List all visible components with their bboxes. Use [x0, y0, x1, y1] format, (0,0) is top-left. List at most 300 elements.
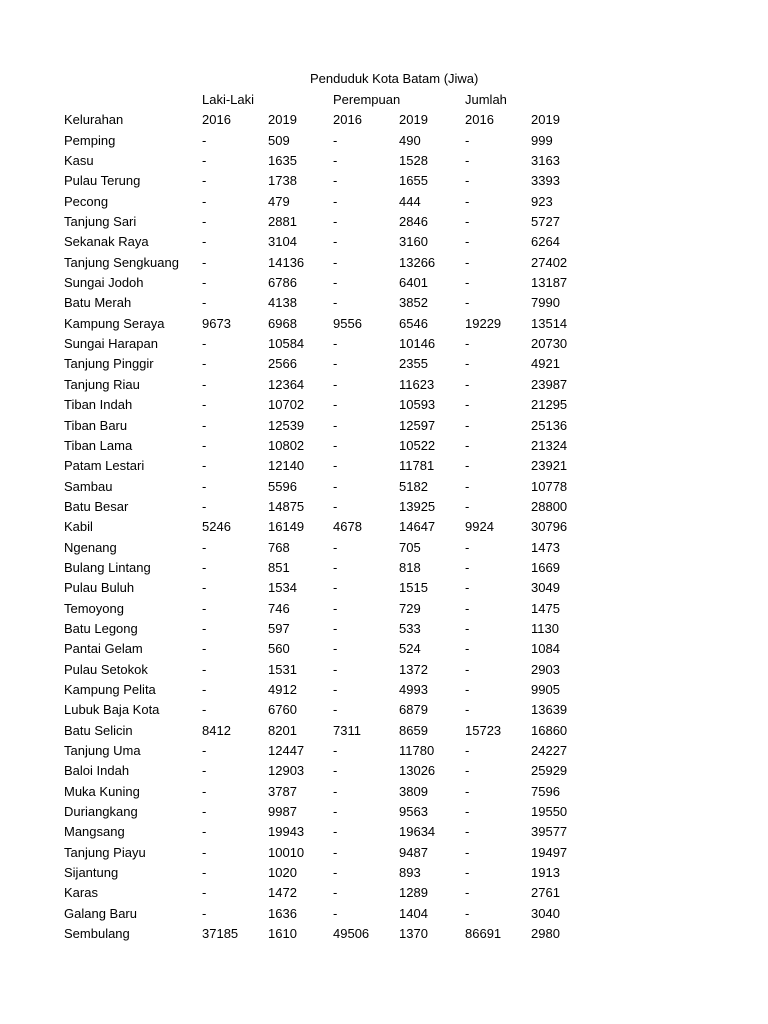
cell-laki-2016: -	[202, 254, 207, 270]
cell-jumlah-2016: -	[465, 234, 470, 250]
cell-perempuan-2019: 533	[399, 620, 421, 636]
cell-laki-2016: -	[202, 661, 207, 677]
cell-jumlah-2016: -	[465, 844, 470, 860]
cell-jumlah-2016: -	[465, 539, 470, 555]
table-row	[0, 843, 768, 863]
table-row	[0, 741, 768, 761]
cell-kelurahan: Kasu	[64, 153, 94, 169]
cell-jumlah-2019: 13639	[531, 702, 568, 718]
cell-kelurahan: Lubuk Baja Kota	[64, 702, 160, 718]
cell-jumlah-2016: -	[465, 275, 470, 291]
cell-jumlah-2016: -	[465, 885, 470, 901]
cell-laki-2019: 1738	[268, 173, 297, 189]
cell-jumlah-2019: 21324	[531, 437, 568, 453]
cell-laki-2019: 1635	[268, 153, 297, 169]
cell-kelurahan: Pantai Gelam	[64, 641, 143, 657]
cell-jumlah-2016: -	[465, 763, 470, 779]
table-row	[0, 517, 768, 537]
cell-laki-2019: 479	[268, 193, 290, 209]
cell-laki-2019: 10802	[268, 437, 305, 453]
cell-perempuan-2019: 8659	[399, 722, 428, 738]
cell-perempuan-2016: -	[333, 234, 338, 250]
table-row	[0, 293, 768, 313]
table-row	[0, 456, 768, 476]
cell-laki-2016: 5246	[202, 519, 231, 535]
cell-kelurahan: Pulau Setokok	[64, 661, 148, 677]
cell-laki-2016: 8412	[202, 722, 231, 738]
cell-laki-2016: -	[202, 905, 207, 921]
cell-perempuan-2019: 818	[399, 559, 421, 575]
cell-perempuan-2016: -	[333, 458, 338, 474]
cell-laki-2019: 12364	[268, 376, 305, 392]
cell-kelurahan: Sungai Harapan	[64, 336, 158, 352]
cell-jumlah-2019: 3393	[531, 173, 560, 189]
cell-laki-2019: 2881	[268, 214, 297, 230]
cell-jumlah-2019: 7596	[531, 783, 560, 799]
cell-perempuan-2016: -	[333, 397, 338, 413]
cell-laki-2016: -	[202, 132, 207, 148]
cell-laki-2016: -	[202, 498, 207, 514]
cell-laki-2016: -	[202, 437, 207, 453]
cell-jumlah-2016: -	[465, 641, 470, 657]
cell-jumlah-2016: -	[465, 661, 470, 677]
cell-perempuan-2019: 11623	[399, 376, 435, 392]
cell-jumlah-2016: -	[465, 824, 470, 840]
cell-perempuan-2019: 444	[399, 193, 421, 209]
cell-laki-2019: 10702	[268, 397, 305, 413]
cell-laki-2016: -	[202, 376, 207, 392]
cell-kelurahan: Tiban Baru	[64, 417, 128, 433]
cell-laki-2019: 3104	[268, 234, 297, 250]
cell-jumlah-2019: 3049	[531, 580, 560, 596]
cell-jumlah-2016: 86691	[465, 926, 502, 942]
cell-jumlah-2016: -	[465, 559, 470, 575]
cell-laki-2019: 1610	[268, 926, 297, 942]
cell-laki-2019: 1472	[268, 885, 297, 901]
table-row	[0, 660, 768, 680]
cell-jumlah-2016: -	[465, 783, 470, 799]
cell-perempuan-2016: -	[333, 336, 338, 352]
table-row	[0, 782, 768, 802]
table-row	[0, 863, 768, 883]
cell-kelurahan: Sekanak Raya	[64, 234, 149, 250]
cell-jumlah-2016: -	[465, 417, 470, 433]
cell-kelurahan: Pulau Terung	[64, 173, 141, 189]
cell-jumlah-2019: 39577	[531, 824, 568, 840]
cell-perempuan-2019: 1370	[399, 926, 428, 942]
cell-jumlah-2016: -	[465, 295, 470, 311]
cell-perempuan-2016: -	[333, 905, 338, 921]
cell-perempuan-2016: -	[333, 824, 338, 840]
table-row	[0, 538, 768, 558]
cell-laki-2019: 9987	[268, 804, 297, 820]
cell-jumlah-2019: 1913	[531, 865, 560, 881]
cell-perempuan-2019: 11780	[399, 743, 435, 758]
cell-jumlah-2019: 23987	[531, 376, 568, 392]
cell-laki-2016: -	[202, 193, 207, 209]
cell-perempuan-2019: 3852	[399, 295, 428, 311]
group-header-jumlah: Jumlah	[465, 92, 507, 107]
cell-laki-2019: 851	[268, 559, 290, 575]
cell-jumlah-2019: 6264	[531, 234, 560, 250]
cell-laki-2016: -	[202, 844, 207, 860]
cell-perempuan-2016: -	[333, 681, 338, 697]
cell-jumlah-2016: -	[465, 905, 470, 921]
cell-jumlah-2019: 10778	[531, 478, 568, 494]
cell-kelurahan: Kabil	[64, 519, 93, 535]
group-header-row	[0, 90, 768, 110]
cell-jumlah-2019: 7990	[531, 295, 560, 311]
cell-perempuan-2016: -	[333, 865, 338, 881]
cell-kelurahan: Tanjung Piayu	[64, 844, 146, 860]
table-row	[0, 477, 768, 497]
cell-laki-2016: -	[202, 702, 207, 718]
cell-perempuan-2016: -	[333, 743, 338, 758]
cell-perempuan-2016: -	[333, 417, 338, 433]
cell-laki-2019: 768	[268, 539, 290, 555]
table-row	[0, 375, 768, 395]
cell-laki-2019: 560	[268, 641, 290, 657]
cell-perempuan-2019: 3160	[399, 234, 428, 250]
cell-perempuan-2019: 1528	[399, 153, 428, 169]
cell-perempuan-2016: -	[333, 641, 338, 657]
cell-perempuan-2019: 1289	[399, 885, 428, 901]
cell-laki-2019: 16149	[268, 519, 305, 535]
table-row	[0, 721, 768, 741]
cell-laki-2019: 1636	[268, 905, 297, 921]
cell-jumlah-2016: -	[465, 376, 470, 392]
cell-jumlah-2016: -	[465, 173, 470, 189]
cell-jumlah-2016: -	[465, 600, 470, 616]
cell-kelurahan: Batu Merah	[64, 295, 132, 311]
cell-perempuan-2016: 4678	[333, 519, 362, 535]
cell-laki-2019: 12447	[268, 743, 305, 758]
cell-jumlah-2019: 23921	[531, 458, 568, 474]
cell-laki-2016: -	[202, 804, 207, 820]
cell-jumlah-2019: 28800	[531, 498, 568, 514]
cell-jumlah-2019: 1084	[531, 641, 560, 657]
cell-jumlah-2019: 19550	[531, 804, 568, 820]
cell-perempuan-2016: -	[333, 804, 338, 820]
cell-laki-2019: 14875	[268, 498, 305, 514]
cell-laki-2016: 37185	[202, 926, 239, 942]
cell-perempuan-2019: 5182	[399, 478, 428, 494]
cell-perempuan-2019: 13266	[399, 254, 436, 270]
cell-perempuan-2016: -	[333, 356, 338, 372]
cell-kelurahan: Temoyong	[64, 600, 124, 616]
cell-perempuan-2019: 12597	[399, 417, 436, 433]
cell-laki-2016: -	[202, 234, 207, 250]
cell-laki-2016: -	[202, 620, 207, 636]
cell-jumlah-2016: -	[465, 580, 470, 596]
cell-perempuan-2016: 9556	[333, 315, 362, 331]
cell-kelurahan: Batu Besar	[64, 498, 129, 514]
cell-jumlah-2019: 20730	[531, 336, 568, 352]
cell-perempuan-2016: -	[333, 376, 338, 392]
cell-laki-2019: 10584	[268, 336, 305, 352]
cell-perempuan-2019: 19634	[399, 824, 436, 840]
table-row	[0, 822, 768, 842]
cell-perempuan-2016: -	[333, 844, 338, 860]
cell-kelurahan: Batu Selicin	[64, 722, 133, 738]
group-header-laki-laki: Laki-Laki	[202, 92, 255, 107]
cell-jumlah-2019: 1130	[531, 620, 559, 636]
cell-laki-2016: -	[202, 275, 207, 291]
cell-jumlah-2016: -	[465, 702, 470, 718]
cell-laki-2016: -	[202, 458, 207, 474]
cell-jumlah-2019: 2903	[531, 661, 560, 677]
cell-laki-2019: 12903	[268, 763, 305, 779]
table-row	[0, 924, 768, 944]
cell-jumlah-2016: 15723	[465, 722, 502, 738]
cell-jumlah-2019: 13187	[531, 275, 568, 291]
cell-perempuan-2016: -	[333, 763, 338, 779]
cell-laki-2019: 3787	[268, 783, 297, 799]
cell-kelurahan: Patam Lestari	[64, 458, 145, 474]
cell-perempuan-2019: 9563	[399, 804, 428, 820]
cell-jumlah-2019: 16860	[531, 722, 568, 738]
cell-perempuan-2019: 490	[399, 132, 421, 148]
cell-laki-2019: 12140	[268, 458, 305, 474]
cell-perempuan-2016: -	[333, 254, 338, 270]
cell-perempuan-2016: -	[333, 295, 338, 311]
table-row	[0, 639, 768, 659]
table-row	[0, 232, 768, 252]
cell-kelurahan: Bulang Lintang	[64, 559, 151, 575]
cell-laki-2019: 597	[268, 620, 290, 636]
cell-laki-2016: -	[202, 214, 207, 230]
table-row	[0, 700, 768, 720]
cell-jumlah-2019: 4921	[531, 356, 560, 372]
cell-perempuan-2016: 49506	[333, 926, 370, 942]
cell-jumlah-2016: -	[465, 336, 470, 352]
cell-perempuan-2016: -	[333, 132, 338, 148]
cell-laki-2016: -	[202, 641, 207, 657]
cell-jumlah-2016: 9924	[465, 519, 494, 535]
cell-laki-2019: 19943	[268, 824, 305, 840]
cell-perempuan-2016: -	[333, 885, 338, 901]
column-header-perempuan-2019: 2019	[399, 112, 428, 128]
table-row	[0, 497, 768, 517]
cell-jumlah-2019: 25136	[531, 417, 568, 433]
table-row	[0, 273, 768, 293]
column-header-jumlah-2016: 2016	[465, 112, 494, 128]
cell-laki-2019: 6760	[268, 702, 297, 718]
cell-kelurahan: Tanjung Pinggir	[64, 356, 154, 372]
cell-jumlah-2016: -	[465, 681, 470, 697]
cell-laki-2016: -	[202, 559, 207, 575]
table-row	[0, 619, 768, 639]
column-header-laki-2016: 2016	[202, 112, 231, 128]
table-row	[0, 904, 768, 924]
table-row	[0, 680, 768, 700]
table-row	[0, 212, 768, 232]
cell-jumlah-2019: 1669	[531, 559, 560, 575]
cell-laki-2016: -	[202, 173, 207, 189]
cell-kelurahan: Sembulang	[64, 926, 130, 942]
table-row	[0, 436, 768, 456]
cell-jumlah-2016: -	[465, 153, 470, 169]
table-row	[0, 192, 768, 212]
cell-jumlah-2019: 999	[531, 132, 553, 148]
cell-jumlah-2016: -	[465, 254, 470, 270]
table-row	[0, 761, 768, 781]
cell-laki-2016: -	[202, 681, 207, 697]
cell-perempuan-2019: 6401	[399, 275, 428, 291]
table-row	[0, 171, 768, 191]
cell-laki-2019: 4912	[268, 681, 297, 697]
cell-jumlah-2019: 3040	[531, 905, 560, 921]
cell-jumlah-2016: 19229	[465, 315, 502, 331]
table-row	[0, 802, 768, 822]
cell-laki-2016: -	[202, 824, 207, 840]
cell-perempuan-2019: 10522	[399, 437, 436, 453]
column-header-laki-2019: 2019	[268, 112, 297, 128]
column-header-row	[0, 110, 768, 130]
cell-perempuan-2016: -	[333, 580, 338, 596]
cell-kelurahan: Duriangkang	[64, 804, 138, 820]
cell-kelurahan: Pulau Buluh	[64, 580, 135, 596]
cell-laki-2016: -	[202, 600, 207, 616]
table-row	[0, 599, 768, 619]
cell-perempuan-2019: 9487	[399, 844, 428, 860]
cell-kelurahan: Baloi Indah	[64, 763, 130, 779]
cell-kelurahan: Kampung Seraya	[64, 315, 165, 331]
cell-perempuan-2019: 1372	[399, 661, 428, 677]
cell-jumlah-2016: -	[465, 498, 470, 514]
cell-perempuan-2016: -	[333, 620, 338, 636]
table-row	[0, 395, 768, 415]
cell-jumlah-2016: -	[465, 437, 470, 453]
cell-jumlah-2016: -	[465, 356, 470, 372]
cell-jumlah-2019: 19497	[531, 844, 568, 860]
cell-laki-2016: -	[202, 885, 207, 901]
cell-kelurahan: Batu Legong	[64, 620, 138, 636]
cell-laki-2019: 14136	[268, 254, 305, 270]
cell-perempuan-2019: 10593	[399, 397, 436, 413]
cell-laki-2019: 509	[268, 132, 290, 148]
cell-jumlah-2019: 2980	[531, 926, 560, 942]
cell-perempuan-2019: 524	[399, 641, 421, 657]
cell-perempuan-2019: 6546	[399, 315, 428, 331]
cell-perempuan-2019: 13925	[399, 498, 436, 514]
cell-kelurahan: Tanjung Uma	[64, 743, 141, 758]
cell-perempuan-2019: 2355	[399, 356, 428, 372]
cell-jumlah-2019: 30796	[531, 519, 568, 535]
cell-perempuan-2016: -	[333, 214, 338, 230]
cell-perempuan-2019: 705	[399, 539, 421, 555]
cell-perempuan-2016: -	[333, 478, 338, 494]
cell-laki-2019: 5596	[268, 478, 297, 494]
cell-laki-2016: -	[202, 539, 207, 555]
cell-laki-2016: -	[202, 478, 207, 494]
cell-kelurahan: Galang Baru	[64, 905, 137, 921]
cell-kelurahan: Mangsang	[64, 824, 125, 840]
cell-perempuan-2016: -	[333, 539, 338, 555]
table-row	[0, 416, 768, 436]
table-title: Penduduk Kota Batam (Jiwa)	[310, 71, 479, 86]
table-row	[0, 151, 768, 171]
cell-jumlah-2019: 2761	[531, 885, 560, 901]
cell-jumlah-2016: -	[465, 478, 470, 494]
column-header-jumlah-2019: 2019	[531, 112, 560, 128]
cell-jumlah-2019: 9905	[531, 681, 560, 697]
cell-perempuan-2016: -	[333, 153, 338, 169]
cell-perempuan-2019: 729	[399, 600, 421, 616]
cell-kelurahan: Tanjung Sari	[64, 214, 137, 230]
cell-laki-2016: -	[202, 865, 207, 881]
table-row	[0, 883, 768, 903]
cell-kelurahan: Ngenang	[64, 539, 117, 555]
cell-perempuan-2016: -	[333, 173, 338, 189]
cell-laki-2016: -	[202, 295, 207, 311]
cell-laki-2016: -	[202, 743, 207, 758]
table-row	[0, 354, 768, 374]
cell-perempuan-2019: 3809	[399, 783, 428, 799]
population-table	[0, 90, 768, 944]
cell-kelurahan: Pemping	[64, 132, 116, 148]
cell-laki-2019: 2566	[268, 356, 297, 372]
cell-jumlah-2019: 1475	[531, 600, 560, 616]
cell-kelurahan: Pecong	[64, 193, 109, 209]
table-row	[0, 558, 768, 578]
cell-laki-2019: 12539	[268, 417, 305, 433]
cell-laki-2016: 9673	[202, 315, 231, 331]
cell-laki-2019: 1534	[268, 580, 297, 596]
cell-kelurahan: Kampung Pelita	[64, 681, 156, 697]
group-header-perempuan: Perempuan	[333, 92, 401, 107]
cell-perempuan-2019: 893	[399, 865, 421, 881]
cell-laki-2016: -	[202, 763, 207, 779]
cell-jumlah-2019: 5727	[531, 214, 560, 230]
cell-perempuan-2016: -	[333, 559, 338, 575]
cell-laki-2019: 4138	[268, 295, 297, 311]
cell-perempuan-2019: 2846	[399, 214, 428, 230]
cell-jumlah-2019: 21295	[531, 397, 568, 413]
cell-perempuan-2019: 14647	[399, 519, 436, 535]
cell-perempuan-2016: 7311	[333, 722, 361, 738]
cell-jumlah-2016: -	[465, 620, 470, 636]
cell-kelurahan: Tanjung Sengkuang	[64, 254, 179, 270]
cell-jumlah-2016: -	[465, 743, 470, 758]
cell-perempuan-2019: 1515	[399, 580, 428, 596]
cell-perempuan-2016: -	[333, 702, 338, 718]
cell-jumlah-2016: -	[465, 458, 470, 474]
cell-laki-2019: 6968	[268, 315, 297, 331]
cell-jumlah-2016: -	[465, 132, 470, 148]
cell-laki-2016: -	[202, 580, 207, 596]
column-header-kelurahan: Kelurahan	[64, 112, 124, 128]
cell-laki-2019: 10010	[268, 844, 305, 860]
cell-perempuan-2019: 4993	[399, 681, 428, 697]
table-row	[0, 314, 768, 334]
cell-perempuan-2016: -	[333, 783, 338, 799]
table-row	[0, 131, 768, 151]
cell-perempuan-2016: -	[333, 498, 338, 514]
table-row	[0, 334, 768, 354]
cell-jumlah-2019: 27402	[531, 254, 568, 270]
table-row	[0, 253, 768, 273]
cell-jumlah-2019: 25929	[531, 763, 568, 779]
cell-jumlah-2016: -	[465, 193, 470, 209]
cell-perempuan-2016: -	[333, 600, 338, 616]
cell-perempuan-2016: -	[333, 437, 338, 453]
cell-jumlah-2019: 923	[531, 193, 553, 209]
cell-jumlah-2019: 3163	[531, 153, 560, 169]
column-header-perempuan-2016: 2016	[333, 112, 362, 128]
cell-laki-2016: -	[202, 336, 207, 352]
cell-kelurahan: Karas	[64, 885, 98, 901]
